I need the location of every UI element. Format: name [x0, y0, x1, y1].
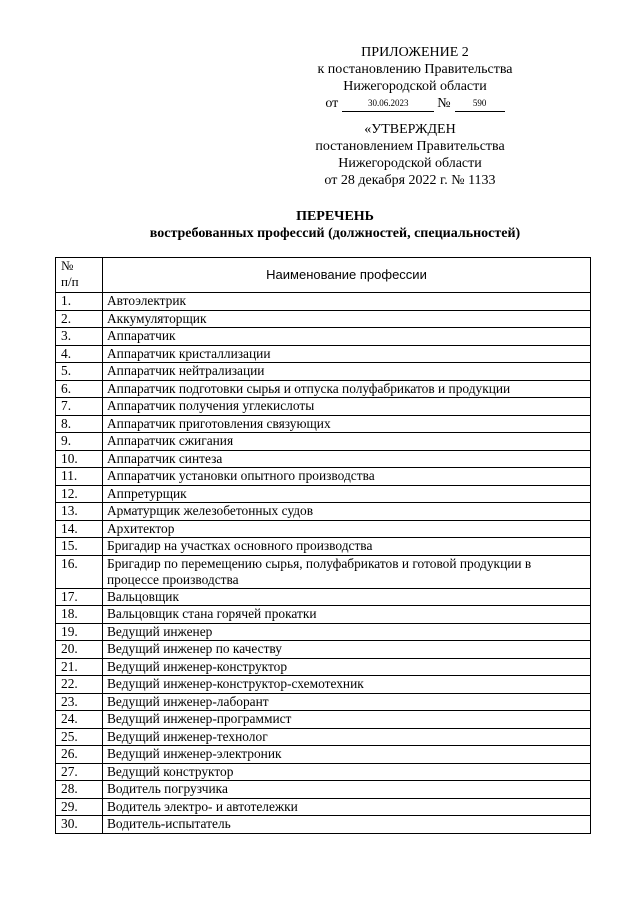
- profession-name: Архитектор: [103, 520, 591, 538]
- row-number: 28.: [56, 781, 103, 799]
- table-row: [56, 433, 591, 451]
- row-number: 11.: [56, 468, 103, 486]
- profession-name: Бригадир по перемещению сырья, полуфабрикатов и готовой продукции в процессе производства: [103, 555, 591, 588]
- row-number: 30.: [56, 816, 103, 834]
- row-number: 7.: [56, 398, 103, 416]
- table-row: [56, 728, 591, 746]
- table-row: [56, 310, 591, 328]
- table-row: [56, 623, 591, 641]
- title-line-1: ПЕРЕЧЕНЬ: [296, 209, 374, 224]
- table-header-row: [56, 258, 591, 293]
- table-row: [56, 345, 591, 363]
- profession-name: Аппаратчик получения углекислоты: [103, 398, 591, 416]
- profession-name: Вальцовщик стана горячей прокатки: [103, 606, 591, 624]
- profession-name: Аппаратчик: [103, 328, 591, 346]
- profession-name: Ведущий инженер-программист: [103, 711, 591, 729]
- row-number: 10.: [56, 450, 103, 468]
- table-row: [56, 468, 591, 486]
- table-row: [56, 293, 591, 311]
- number-field: 590: [455, 97, 505, 112]
- row-number: 5.: [56, 363, 103, 381]
- header-num-cell: [56, 258, 103, 293]
- row-number: 15.: [56, 538, 103, 556]
- appendix-header: [300, 44, 530, 112]
- profession-name: Вальцовщик: [103, 588, 591, 606]
- table-row: [56, 588, 591, 606]
- profession-name: Аппретурщик: [103, 485, 591, 503]
- number-label: №: [437, 96, 451, 111]
- table-row: [56, 538, 591, 556]
- row-number: 3.: [56, 328, 103, 346]
- table-row: [56, 676, 591, 694]
- row-number: 9.: [56, 433, 103, 451]
- profession-name: Ведущий инженер-электроник: [103, 746, 591, 764]
- table-row: [56, 781, 591, 799]
- date-field: 30.06.2023: [342, 97, 434, 112]
- table-row: [56, 415, 591, 433]
- table-row: [56, 398, 591, 416]
- profession-name: Ведущий конструктор: [103, 763, 591, 781]
- header-num-abbr: п/п: [61, 274, 79, 289]
- table-row: [56, 746, 591, 764]
- table-row: [56, 520, 591, 538]
- profession-name: Аккумуляторщик: [103, 310, 591, 328]
- profession-name: Аппаратчик синтеза: [103, 450, 591, 468]
- row-number: 18.: [56, 606, 103, 624]
- profession-name: Ведущий инженер-лаборант: [103, 693, 591, 711]
- row-number: 6.: [56, 380, 103, 398]
- appendix-line-2: к постановлению Правительства: [317, 62, 513, 77]
- row-number: 23.: [56, 693, 103, 711]
- row-number: 20.: [56, 641, 103, 659]
- profession-name: Аппаратчик установки опытного производства: [103, 468, 591, 486]
- header-name-cell: Наименование профессии: [103, 258, 591, 293]
- appendix-line-3: Нижегородской области: [343, 79, 487, 94]
- header-num-symbol: №: [61, 258, 74, 273]
- profession-name: Водитель электро- и автотележки: [103, 798, 591, 816]
- profession-name: Ведущий инженер: [103, 623, 591, 641]
- row-number: 14.: [56, 520, 103, 538]
- table-row: [56, 798, 591, 816]
- approved-line-1: «УТВЕРЖДЕН: [364, 122, 456, 137]
- table-row: [56, 763, 591, 781]
- table-row: [56, 363, 591, 381]
- row-number: 4.: [56, 345, 103, 363]
- row-number: 17.: [56, 588, 103, 606]
- profession-name: Аппаратчик кристаллизации: [103, 345, 591, 363]
- table-row: [56, 503, 591, 521]
- approved-line-4: от 28 декабря 2022 г. № 1133: [324, 173, 496, 188]
- row-number: 29.: [56, 798, 103, 816]
- profession-name: Водитель-испытатель: [103, 816, 591, 834]
- table-row: [56, 328, 591, 346]
- title-line-2: востребованных профессий (должностей, специальностей): [149, 226, 521, 241]
- appendix-title: ПРИЛОЖЕНИЕ 2: [361, 45, 469, 60]
- row-number: 8.: [56, 415, 103, 433]
- profession-name: Аппаратчик сжигания: [103, 433, 591, 451]
- row-number: 12.: [56, 485, 103, 503]
- profession-name: Аппаратчик приготовления связующих: [103, 415, 591, 433]
- approved-line-2: постановлением Правительства: [315, 139, 505, 154]
- table-row: [56, 711, 591, 729]
- profession-name: Ведущий инженер-конструктор: [103, 658, 591, 676]
- appendix-date-line: [300, 95, 530, 112]
- profession-name: Арматурщик железобетонных судов: [103, 503, 591, 521]
- row-number: 19.: [56, 623, 103, 641]
- approved-block: [300, 121, 520, 189]
- row-number: 22.: [56, 676, 103, 694]
- table-row: [56, 380, 591, 398]
- row-number: 1.: [56, 293, 103, 311]
- approved-line-3: Нижегородской области: [338, 156, 482, 171]
- profession-name: Аппаратчик нейтрализации: [103, 363, 591, 381]
- row-number: 24.: [56, 711, 103, 729]
- profession-name: Водитель погрузчика: [103, 781, 591, 799]
- row-number: 13.: [56, 503, 103, 521]
- profession-name: Автоэлектрик: [103, 293, 591, 311]
- row-number: 25.: [56, 728, 103, 746]
- table-row: [56, 450, 591, 468]
- table-row: [56, 693, 591, 711]
- profession-name: Ведущий инженер по качеству: [103, 641, 591, 659]
- table-row: [56, 816, 591, 834]
- table-row: [56, 555, 591, 588]
- table-row: [56, 658, 591, 676]
- profession-name: Ведущий инженер-технолог: [103, 728, 591, 746]
- profession-name: Аппаратчик подготовки сырья и отпуска полуфабрикатов и продукции: [103, 380, 591, 398]
- row-number: 26.: [56, 746, 103, 764]
- profession-name: Ведущий инженер-конструктор-схемотехник: [103, 676, 591, 694]
- row-number: 27.: [56, 763, 103, 781]
- table-row: [56, 641, 591, 659]
- table-row: [56, 606, 591, 624]
- professions-table: [55, 257, 591, 834]
- row-number: 2.: [56, 310, 103, 328]
- table-row: [56, 485, 591, 503]
- profession-name: Бригадир на участках основного производства: [103, 538, 591, 556]
- document-title: [0, 208, 640, 242]
- from-label: от: [325, 96, 339, 111]
- row-number: 21.: [56, 658, 103, 676]
- row-number: 16.: [56, 555, 103, 588]
